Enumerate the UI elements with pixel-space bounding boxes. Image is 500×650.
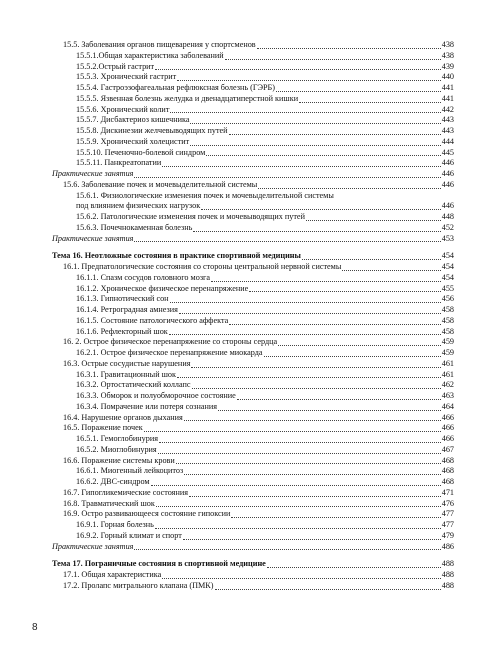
toc-entry-title: Тема 16. Неотложные состояния в практике спортивной медицины xyxy=(52,251,301,261)
toc-entry-page: 453 xyxy=(441,233,454,243)
toc-practice-entry xyxy=(52,234,454,245)
toc-entry-page: 458 xyxy=(441,305,454,314)
toc-entry-page: 443 xyxy=(441,126,454,135)
toc-entry-page: 466 xyxy=(441,423,454,433)
toc-entry-page: 466 xyxy=(441,434,454,443)
toc-entry-title: 17.1. Общая характеристика xyxy=(63,570,162,579)
toc-entry-title: 16.2.1. Острое физическое перенапряжение миокарда xyxy=(76,348,263,357)
toc-entry-title: 15.5.1.Общая характеристика заболеваний xyxy=(76,50,224,60)
toc-entry-title: 15.6.3. Почечнокаменная болезнь xyxy=(76,222,193,232)
toc-entry-title: 16.1.4. Ретроградная амнезия xyxy=(76,305,178,314)
dot-leader xyxy=(134,539,440,551)
toc-entry-page: 441 xyxy=(441,93,454,103)
toc-entry-page: 459 xyxy=(441,337,454,347)
toc-entry-page: 446 xyxy=(441,158,454,168)
toc-entry-title: 15.5.11. Панкреатопатии xyxy=(76,158,162,168)
toc-entry-title: 15.5. Заболевания органов пищеварения у спортсменов xyxy=(63,40,256,49)
toc-entry-title: 15.6. Заболевание почек и мочевыделительной системы xyxy=(63,179,258,189)
toc-entry-title: 15.5.4. Гастроэзофагеальная рефлюксная болезнь (ГЭРБ) xyxy=(76,83,275,92)
toc-entry-page: 446 xyxy=(441,201,454,211)
toc-practice-entry xyxy=(52,542,454,553)
toc-entry-page: 477 xyxy=(441,509,454,519)
toc-entry-page: 454 xyxy=(441,272,454,282)
toc-entry-title: 15.5.8. Дискинезии желчевыводящих путей xyxy=(76,126,228,135)
toc-entry-title: Практические занятия xyxy=(52,541,134,551)
toc-entry-title: 16.3.3. Обморок и полуобморочное состояние xyxy=(76,391,236,400)
toc-entry-title: 16.6.2. ДВС-синдром xyxy=(76,477,150,486)
toc-entry-page: 458 xyxy=(441,315,454,325)
toc-entry-title: 15.5.5. Язвенная болезнь желудка и двенадцатиперстной кишки xyxy=(76,93,299,103)
toc-entry-title: 15.5.2.Острый гастрит xyxy=(76,61,155,71)
toc-entry-page: 446 xyxy=(441,179,454,189)
toc-entry-page: 468 xyxy=(441,477,454,486)
toc-entry-page: 454 xyxy=(441,251,454,261)
toc-entry-page: 488 xyxy=(441,580,454,590)
toc-entry-page: 486 xyxy=(441,541,454,551)
toc-entry-title: 15.5.7. Дисбактериоз кишечника xyxy=(76,115,190,125)
toc-entry-page: 438 xyxy=(441,50,454,60)
toc-entry-title: 16.3.4. Помрачение или потеря сознания xyxy=(76,401,218,411)
dot-leader xyxy=(215,578,441,590)
toc-entry-title: 16.1.5. Состояние патологического аффекта xyxy=(76,315,229,325)
toc-entry-title: 16.5.1. Гемоглобинурия xyxy=(76,434,158,443)
toc-entry-title: 15.5.10. Печеночно-болевой синдром xyxy=(76,147,206,157)
toc-entry-title: 15.5.6. Хронический колит xyxy=(76,104,170,114)
toc-entry-page: 452 xyxy=(441,222,454,232)
toc-entry-page: 466 xyxy=(441,412,454,422)
toc-entry-page: 467 xyxy=(441,444,454,454)
toc-entry-title: 15.6.1. Физиологические изменения почек и мочевыделительной системы xyxy=(76,190,334,200)
toc-entry-page: 445 xyxy=(441,147,454,157)
toc-entry-page: 479 xyxy=(441,530,454,540)
toc-entry-title: 16.1.1. Спазм сосудов головного мозга xyxy=(76,272,211,282)
toc-entry-page: 448 xyxy=(441,212,454,221)
table-of-contents xyxy=(52,40,454,592)
toc-entry-page: 459 xyxy=(441,348,454,357)
toc-entry-title: 16.1. Предпатологические состояния со стороны центральной нервной системы xyxy=(63,262,342,271)
dot-leader xyxy=(134,231,440,243)
toc-entry-title: Тема 17. Пограничные состояния в спортивной медицине xyxy=(52,559,266,569)
toc-entry-title: 16.3.1. Гравитационный шок xyxy=(76,369,176,379)
toc-entry-page: 454 xyxy=(441,262,454,271)
toc-entry-page: 439 xyxy=(441,61,454,71)
toc-entry-page: 443 xyxy=(441,115,454,125)
toc-entry-page: 461 xyxy=(441,358,454,368)
toc-entry-title: 15.6.2. Патологические изменения почек и мочевыводящих путей xyxy=(76,212,305,221)
toc-entry-title: 16.1.3. Гипнотический сон xyxy=(76,294,169,304)
toc-entry-page: 440 xyxy=(441,72,454,82)
toc-entry-page: 441 xyxy=(441,83,454,92)
toc-entry-title: 16.9.2. Горный климат и спорт xyxy=(76,530,182,540)
toc-entry-page: 488 xyxy=(441,570,454,579)
toc-entry-page: 464 xyxy=(441,401,454,411)
toc-entry-title: 16.3.2. Ортостатический коллапс xyxy=(76,380,191,390)
toc-entry-page: 468 xyxy=(441,455,454,465)
toc-entry-title: 16.6. Поражение системы крови xyxy=(63,455,175,465)
toc-entry-page: 463 xyxy=(441,391,454,400)
toc-entry-title: 16.1.6. Рефлекторный шок xyxy=(76,326,168,336)
toc-entry-title: под влиянием физических нагрузок xyxy=(76,201,201,211)
toc-entry-page: 458 xyxy=(441,326,454,336)
toc-entry-title: 15.5.9. Хронический холецистит xyxy=(76,136,190,146)
dot-leader xyxy=(258,177,440,189)
toc-entry-page: 446 xyxy=(441,169,454,178)
toc-entry-page: 438 xyxy=(441,40,454,49)
toc-entry-title: 16.8. Травматический шок xyxy=(63,498,155,508)
toc-entry-page: 476 xyxy=(441,498,454,508)
toc-entry-title: 16.3. Острые сосудистые нарушения xyxy=(63,358,191,368)
toc-entry-page: 488 xyxy=(441,559,454,569)
toc-entry-page: 462 xyxy=(441,380,454,390)
toc-entry-title: Практические занятия xyxy=(52,169,134,178)
toc-entry-title: 16.5.2. Миоглобинурия xyxy=(76,444,157,454)
toc-entry-title: 17.2. Пролапс митрального клапана (ПМК) xyxy=(63,580,214,590)
toc-entry-title: Практические занятия xyxy=(52,233,134,243)
toc-entry-page: 471 xyxy=(441,487,454,497)
toc-entry-page: 477 xyxy=(441,520,454,529)
toc-entry-page: 455 xyxy=(441,283,454,293)
toc-entry-page: 461 xyxy=(441,369,454,379)
toc-entry-page: 442 xyxy=(441,104,454,114)
toc-entry-page: 444 xyxy=(441,136,454,146)
toc-entry-title: 16.9. Остро развивающееся состояние гипоксии xyxy=(63,509,231,519)
toc-entry-title: 16.6.1. Миогенный лейкоцитоз xyxy=(76,466,184,476)
page-number: 8 xyxy=(32,622,38,633)
toc-entry-title: 15.5.3. Хронический гастрит xyxy=(76,72,177,82)
toc-entry-page: 468 xyxy=(441,466,454,476)
toc-entry-title: 16. 2. Острое физическое перенапряжение со стороны сердца xyxy=(63,337,278,347)
toc-entry xyxy=(52,581,454,592)
toc-entry-title: 16.4. Нарушение органов дыхания xyxy=(63,412,183,422)
toc-entry-title: 16.5. Поражение почек xyxy=(63,423,143,433)
toc-entry-title: 16.1.2. Хроническое физическое перенапряжение xyxy=(76,283,249,293)
toc-entry-title: 16.7. Гипогликемические состояния xyxy=(63,487,188,497)
toc-entry-title: 16.9.1. Горная болезнь xyxy=(76,520,154,529)
toc-entry-page: 456 xyxy=(441,294,454,304)
